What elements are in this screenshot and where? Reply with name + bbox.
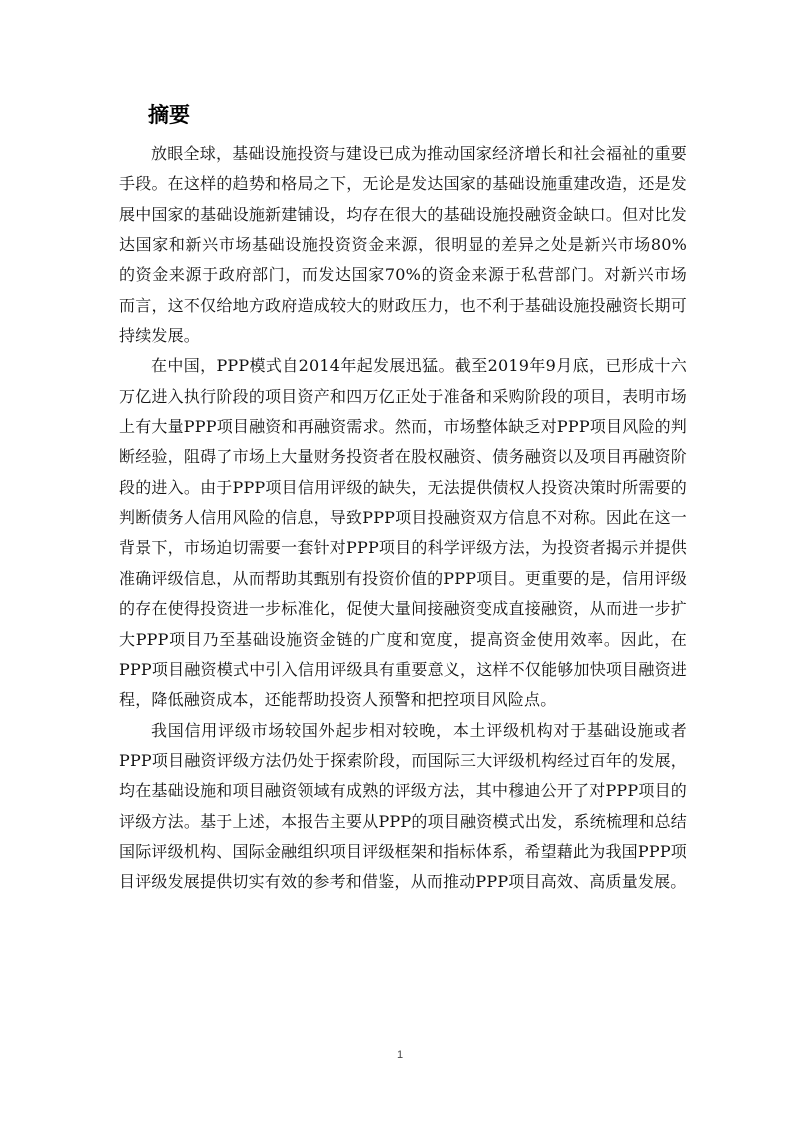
page-number: 1 <box>396 1049 404 1061</box>
paragraph-global-infrastructure: 放眼全球，基础设施投资与建设已成为推动国家经济增长和社会福祉的重要手段。在这样的趋势和格局之下，无论是发达国家的基础设施重建改造，还是发展中国家的基础设施新建铺设，均存在很大的基础设施投融资金缺口。但对比发达国家和新兴市场基础设施投资资金来源，很明显的差异之处是新兴市场80%的资金来源于政府部门，而发达国家70%的资金来源于私营部门。对新兴市场而言，这不仅给地方政府造成较大的财政压力，也不利于基础设施投融资长期可持续发展。 <box>119 144 687 346</box>
page-title: 摘要 <box>148 103 190 127</box>
paragraph-china-ppp: 在中国，PPP模式自2014年起发展迅猛。截至2019年9月底，已形成十六万亿进入执行阶段的项目资产和四万亿正处于准备和采购阶段的项目，表明市场上有大量PPP项目融资和再融资需求。然而，市场整体缺乏对PPP项目风险的判断经验，阻碍了市场上大量财务投资者在股权融资、债务融资以及项目再融资阶段的进入。由于PPP项目信用评级的缺失，无法提供债权人投资决策时所需要的判断债务人信用风险的信息，导致PPP项目投融资双方信息不对称。因此在这一背景下，市场迫切需要一套针对PPP项目的科学评级方法，为投资者揭示并提供准确评级信息，从而帮助其甄别有投资价值的PPP项目。更重要的是，信用评级的存在使得投资进一步标准化，促使大量间接融资变成直接融资，从而进一步扩大PPP项目乃至基础设施资金链的广度和宽度，提高资金使用效率。因此，在PPP项目融资模式中引入信用评级具有重要意义，这样不仅能够加快项目融资进程，降低融资成本，还能帮助投资人预警和把控项目风险点。 <box>119 356 687 710</box>
abstract-body <box>119 139 687 898</box>
paragraph-rating-methodology: 我国信用评级市场较国外起步相对较晚，本土评级机构对于基础设施或者PPP项目融资评级方法仍处于探索阶段，而国际三大评级机构经过百年的发展，均在基础设施和项目融资领域有成熟的评级方法，其中穆迪公开了对PPP项目的评级方法。基于上述，本报告主要从PPP的项目融资模式出发，系统梳理和总结国际评级机构、国际金融组织项目评级框架和指标体系，希望藉此为我国PPP项目评级发展提供切实有效的参考和借鉴，从而推动PPP项目高效、高质量发展。 <box>119 720 687 892</box>
